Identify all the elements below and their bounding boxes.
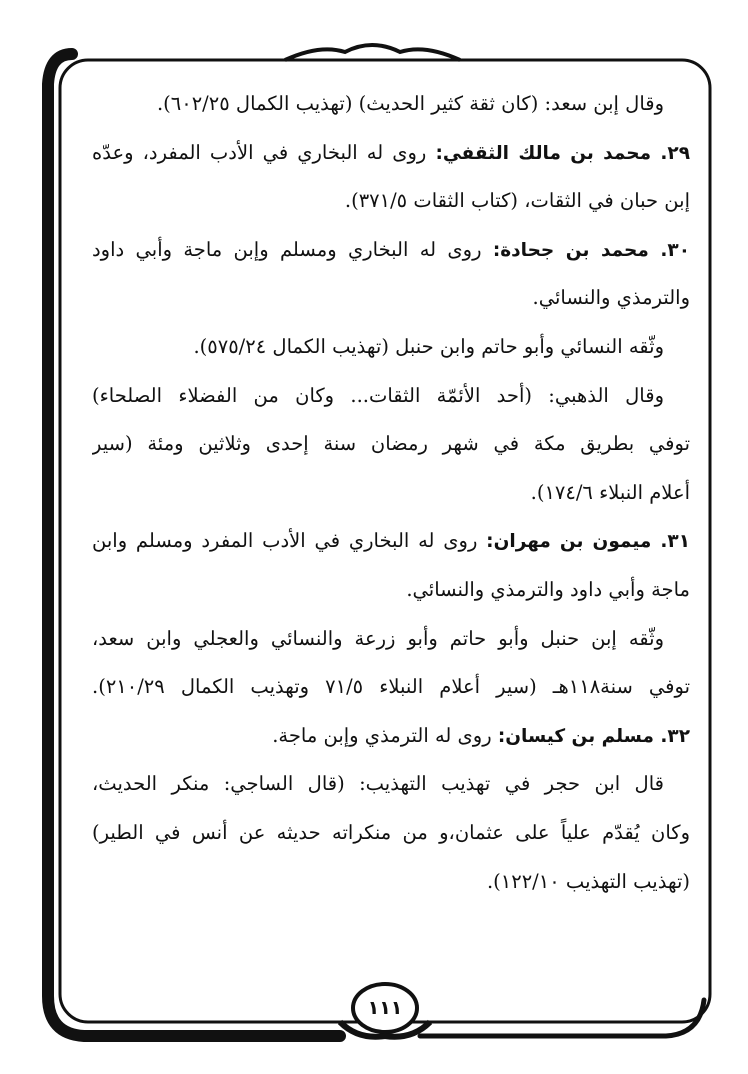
- text-line: وقال الذهبي: (أحد الأئمّة الثقات... وكان من الفضلاء الصلحاء): [92, 383, 664, 407]
- entry-title: ٣٠. محمد بن جحادة:: [492, 239, 690, 261]
- text-line: وثّقه النسائي وأبو حاتم وابن حنبل (تهذيب الكمال ٥٧٥/٢٤).: [193, 334, 664, 358]
- text-line: توفي سنة١١٨هـ (سير أعلام النبلاء ٧١/٥ وتهذيب الكمال ٢١٠/٢٩).: [92, 675, 690, 699]
- page-number: ١١١: [367, 997, 403, 1019]
- entry-title: ٣١. ميمون بن مهران:: [486, 531, 690, 553]
- page-text: [92, 80, 690, 906]
- text-line: توفي بطريق مكة في شهر رمضان سنة إحدى وثلاثين ومئة (سير: [92, 432, 690, 456]
- text-line: وقال إبن سعد: (كان ثقة كثير الحديث) (تهذيب الكمال ٦٠٢/٢٥).: [156, 92, 664, 115]
- entry-heading-line: ٣٠. محمد بن جحادة: روى له البخاري ومسلم وإبن ماجة وأبي داود: [92, 237, 690, 261]
- entry-heading-line: ٣١. ميمون بن مهران: روى له البخاري في الأدب المفرد ومسلم وابن: [92, 529, 690, 553]
- entry-title: ٣٢. مسلم بن كيسان:: [497, 725, 690, 747]
- text-line: ماجة وأبي داود والترمذي والنسائي.: [406, 577, 690, 601]
- text-line: والترمذي والنسائي.: [532, 286, 690, 310]
- text-line: وثّقه إبن حنبل وأبو حاتم وأبو زرعة والنسائي والعجلي وابن سعد،: [92, 626, 664, 650]
- text-line: وكان يُقدّم علياً على عثمان،و من منكراته حديثه عن أنس في الطير): [92, 820, 690, 844]
- entry-title: ٢٩. محمد بن مالك الثقفي:: [435, 142, 690, 164]
- entry-heading-line: ٣٢. مسلم بن كيسان: روى له الترمذي وإبن ماجة.: [272, 723, 690, 747]
- text-line: قال ابن حجر في تهذيب التهذيب: (قال الساجي: منكر الحديث،: [92, 772, 664, 796]
- text-line: إبن حبان في الثقات، (كتاب الثقات ٣٧١/٥).: [344, 189, 690, 213]
- text-line: (تهذيب التهذيب ١٢٢/١٠).: [486, 869, 690, 893]
- text-line: أعلام النبلاء ١٧٤/٦).: [530, 480, 690, 504]
- entry-heading-line: ٢٩. محمد بن مالك الثقفي: روى له البخاري في الأدب المفرد، وعدّه: [92, 140, 690, 164]
